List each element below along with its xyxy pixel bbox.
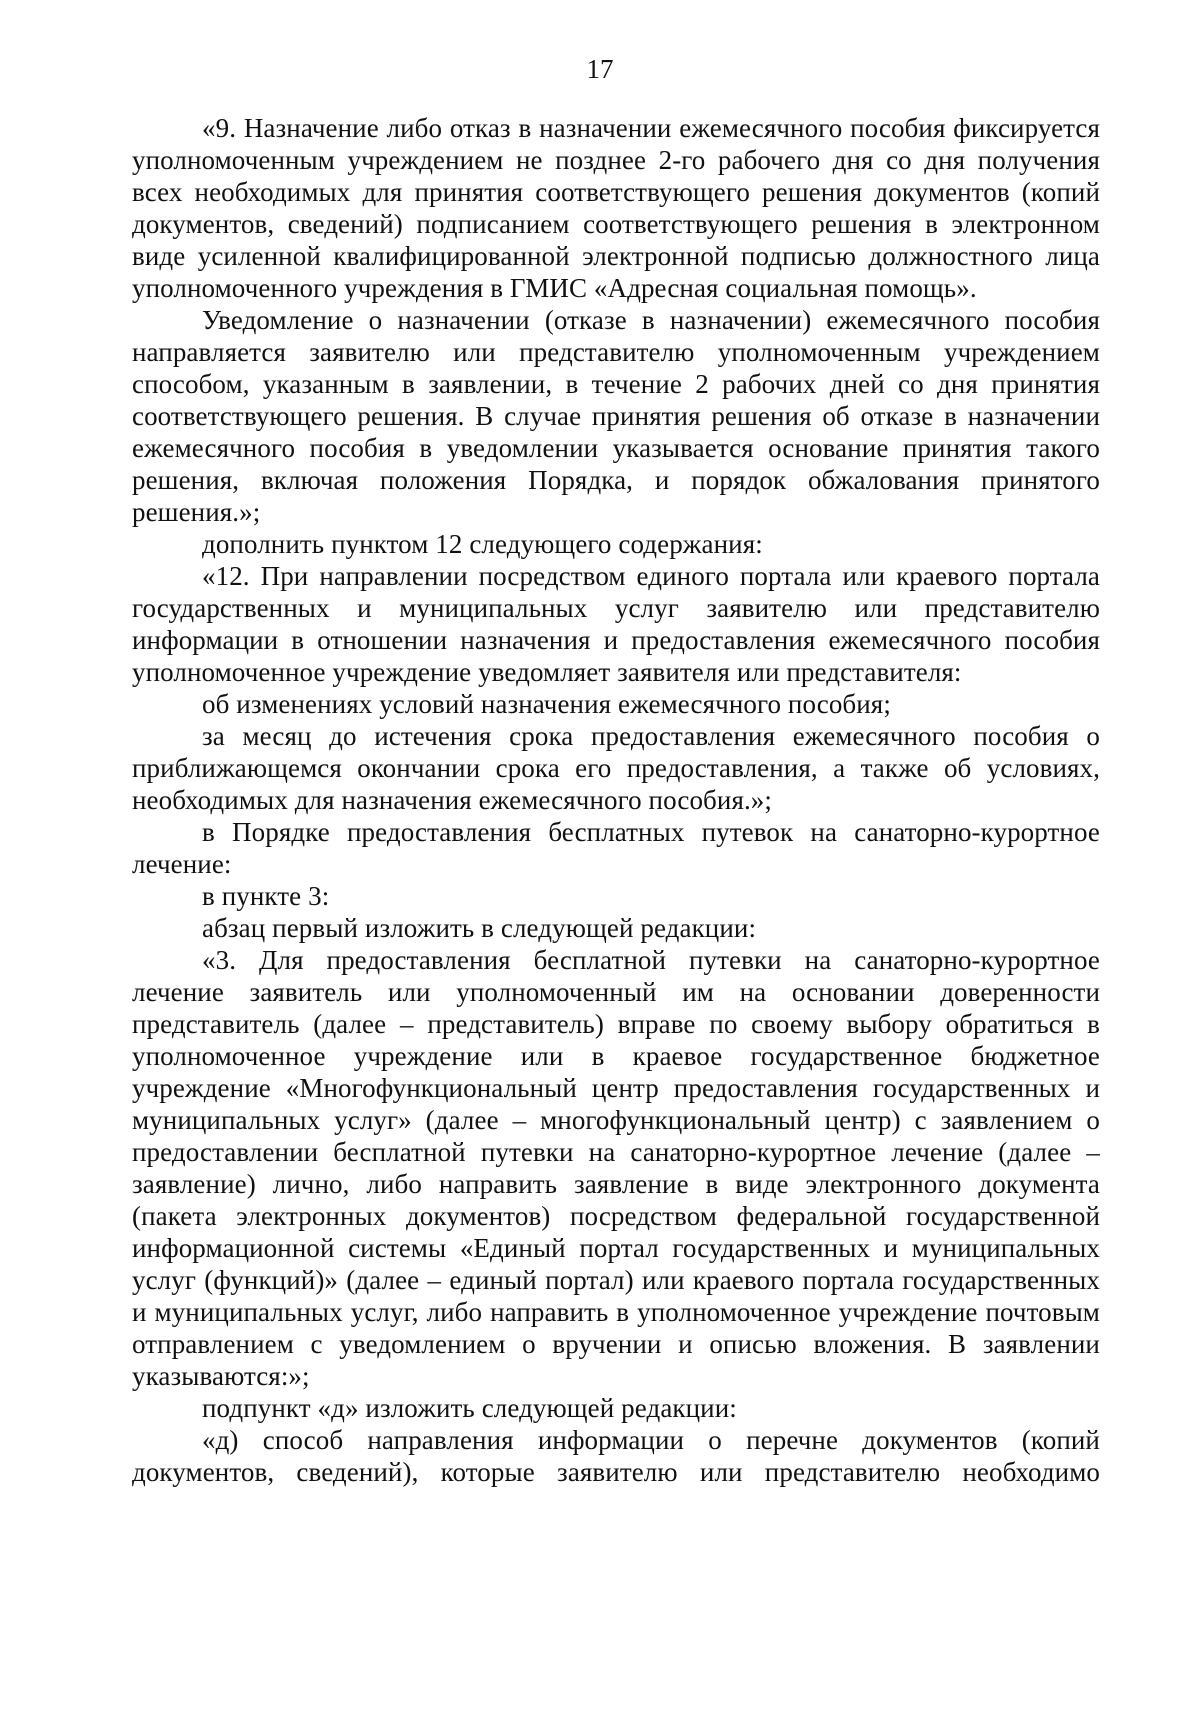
paragraph-vouchers-order: в Порядке предоставления бесплатных путевок на санаторно-курортное лечение: [132,817,1100,879]
document-body [132,112,1100,1488]
paragraph-12: «12. При направлении посредством единого портала или краевого портала государственных и муниципальных услуг заявителю или представителю информации в отношении назначения и предоставления ежемесячного пособия уполномоченное учреждение уведомляет заявителя или представителя: [132,561,1100,687]
paragraph-subitem-d: подпункт «д» изложить следующей редакции: [202,1393,737,1423]
paragraph-3: «3. Для предоставления бесплатной путевки на санаторно-курортное лечение заявитель или уполномоченный им на основании доверенности представитель (далее – представитель) вправе по своему выбору обратиться в уполномоченное учреждение или в краевое государственное бюджетное учреждение «Многофункциональный центр предоставления государственных и муниципальных услуг» (далее – многофункциональный центр) с заявлением о предоставлении бесплатной путевки на санаторно-курортное лечение (далее – заявление) лично, либо направить заявление в виде электронного документа (пакета электронных документов) посредством федеральной государственной информационной системы «Единый портал государственных и муниципальных услуг (функций)» (далее – единый портал) или краевого портала государственных и муниципальных услуг, либо направить в уполномоченное учреждение почтовым отправлением с уведомлением о вручении и описью вложения. В заявлении указываются:»; [132,945,1100,1391]
paragraph-add-item-12: дополнить пунктом 12 следующего содержания: [202,529,763,559]
paragraph-d: «д) способ направления информации о перечне документов (копий документов, сведений), которые заявителю или представителю необходимо [132,1425,1100,1487]
paragraph-month-before: за месяц до истечения срока предоставления ежемесячного пособия о приближающемся окончании срока его предоставления, а также об условиях, необходимых для назначения ежемесячного пособия.»; [132,721,1100,815]
paragraph-in-item-3: в пункте 3: [202,881,330,911]
paragraph-9: «9. Назначение либо отказ в назначении ежемесячного пособия фиксируется уполномоченным учреждением не позднее 2-го рабочего дня со дня получения всех необходимых для принятия соответствующего решения документов (копий документов, сведений) подписанием соответствующего решения в электронном виде усиленной квалифицированной электронной подписью должностного лица уполномоченного учреждения в ГМИС «Адресная социальная помощь». [132,113,1100,303]
paragraph-notification: Уведомление о назначении (отказе в назначении) ежемесячного пособия направляется заявителю или представителю уполномоченным учреждением способом, указанным в заявлении, в течение 2 рабочих дней со дня принятия соответствующего решения. В случае принятия решения об отказе в назначении ежемесячного пособия в уведомлении указывается основание принятия такого решения, включая положения Порядка, и порядок обжалования принятого решения.»; [132,305,1100,527]
paragraph-changes: об изменениях условий назначения ежемесячного пособия; [202,689,891,719]
page-number: 17 [586,54,614,84]
paragraph-first-paragraph: абзац первый изложить в следующей редакции: [202,913,757,943]
